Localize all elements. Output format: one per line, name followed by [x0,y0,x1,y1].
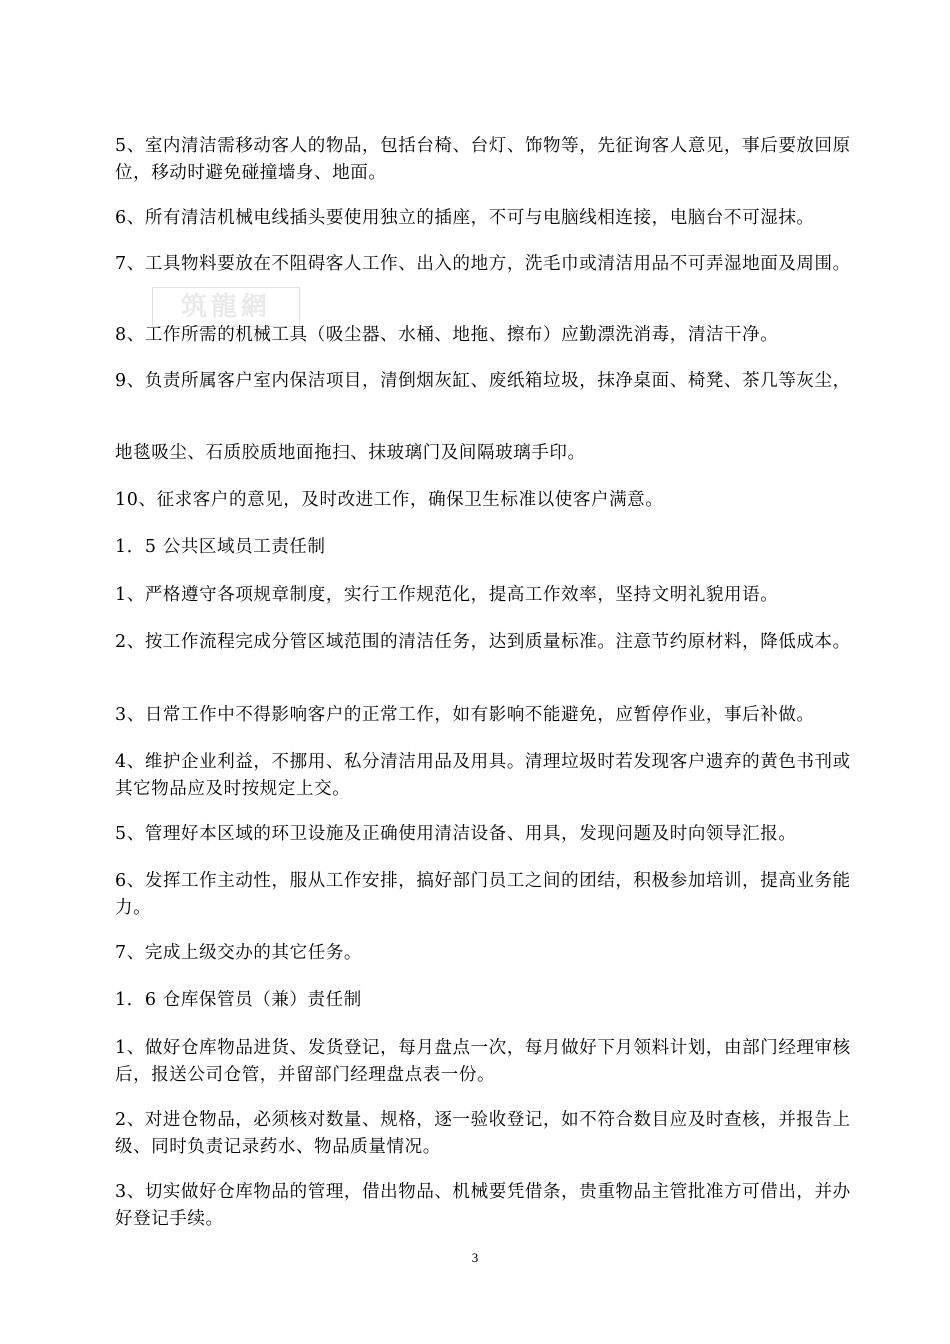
watermark-logo: 筑龍網 [152,287,300,327]
paragraph-item-5: 5、室内清洁需移动客人的物品，包括台椅、台灯、饰物等，先征询客人意见，事后要放回原位，移动时避免碰撞墙身、地面。 [115,136,851,183]
paragraph-warehouse-1: 1、做好仓库物品进货、发货登记，每月盘点一次，每月做好下月领料计划，由部门经理审核后，报送公司仓管，并留部门经理盘点表一份。 [115,1038,851,1085]
paragraph-public-3: 3、日常工作中不得影响客户的正常工作，如有影响不能避免，应暂停作业，事后补做。 [115,705,815,725]
paragraph-item-9-continued: 地毯吸尘、石质胶质地面拖扫、抹玻璃门及间隔玻璃手印。 [115,443,586,463]
page-number: 3 [471,1250,479,1265]
paragraph-item-7: 7、工具物料要放在不阻碍客人工作、出入的地方，洗毛巾或清洁用品不可弄湿地面及周围。 [115,254,851,274]
paragraph-public-2: 2、按工作流程完成分管区域范围的清洁任务，达到质量标准。注意节约原材料，降低成本。 [115,632,851,652]
paragraph-warehouse-3: 3、切实做好仓库物品的管理，借出物品、机械要凭借条，贵重物品主管批准方可借出，并办好登记手续。 [115,1182,851,1229]
paragraph-item-8: 8、工作所需的机械工具（吸尘器、水桶、地拖、擦布）应勤漂洗消毒，清洁干净。 [115,325,779,345]
paragraph-public-4: 4、维护企业利益，不挪用、私分清洁用品及用具。清理垃圾时若发现客户遗弃的黄色书刊或其它物品应及时按规定上交。 [115,752,851,799]
paragraph-item-10: 10、征求客户的意见，及时改进工作，确保卫生标准以使客户满意。 [115,490,664,510]
paragraph-item-9: 9、负责所属客户室内保洁项目，清倒烟灰缸、废纸箱垃圾，抹净桌面、椅凳、茶几等灰尘， [115,371,851,391]
paragraph-public-5: 5、管理好本区域的环卫设施及正确使用清洁设备、用具，发现问题及时向领导汇报。 [115,824,797,844]
paragraph-warehouse-2: 2、对进仓物品，必须核对数量、规格，逐一验收登记，如不符合数目应及时查核，并报告上级、同时负责记录药水、物品质量情况。 [115,1110,851,1157]
paragraph-public-1: 1、严格遵守各项规章制度，实行工作规范化，提高工作效率，坚持文明礼貌用语。 [115,585,779,605]
paragraph-public-6: 6、发挥工作主动性，服从工作安排，搞好部门员工之间的团结，积极参加培训，提高业务能力。 [115,871,851,918]
section-heading-1-5: 1．5 公共区域员工责任制 [115,537,326,557]
section-heading-1-6: 1．6 仓库保管员（兼）责任制 [115,990,362,1010]
paragraph-public-7: 7、完成上级交办的其它任务。 [115,943,363,963]
paragraph-item-6: 6、所有清洁机械电线插头要使用独立的插座，不可与电脑线相连接，电脑台不可湿抹。 [115,208,815,228]
